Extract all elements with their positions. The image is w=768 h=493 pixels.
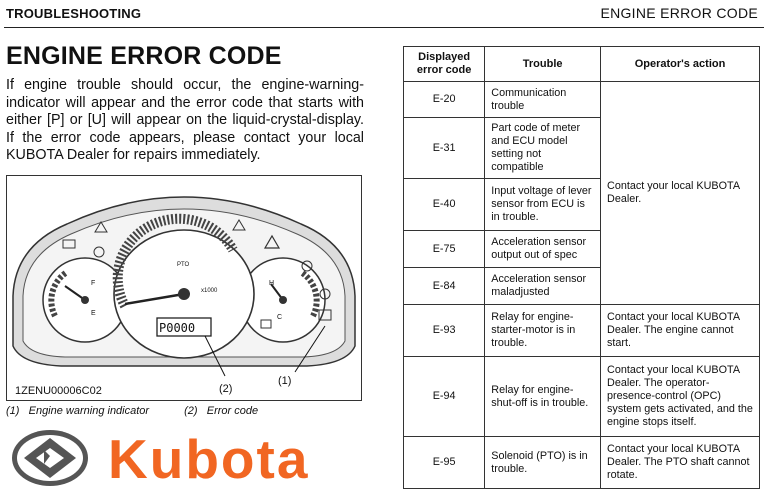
header-chapter-label: ENGINE ERROR CODE (600, 5, 758, 21)
figure-code: 1ZENU00006C02 (15, 385, 102, 397)
header-displayed-code: Displayed error code (404, 47, 485, 82)
action-cell: Contact your local KUBOTA Dealer. The engine cannot start. (601, 305, 760, 357)
intro-paragraph: If engine trouble should occur, the engine-warning-indicator will appear and the error code that starts with either [P] or [U] will appear on the liquid-crystal-display. If the error code appears, please contact your local KUBOTA Dealer for repairs immediately. (6, 77, 364, 164)
callout-error-code: (2) (219, 383, 233, 395)
table-row (404, 357, 760, 437)
kubota-logo (10, 428, 310, 488)
trouble-cell: Input voltage of lever sensor from ECU is in trouble. (485, 179, 601, 231)
temp-h-label: H (269, 280, 275, 287)
trouble-cell: Communication trouble (485, 82, 601, 118)
trouble-cell: Solenoid (PTO) is in trouble. (485, 437, 601, 489)
temp-c-label: C (277, 314, 283, 321)
fuel-f-label: F (91, 280, 96, 287)
error-code-cell: E-84 (404, 268, 485, 305)
trouble-cell: Relay for engine-starter-motor is in trouble. (485, 305, 601, 357)
figure-caption (6, 405, 290, 417)
callout-warning-indicator: (1) (278, 375, 292, 387)
table-header-row (404, 47, 760, 82)
trouble-cell: Relay for engine-shut-off is in trouble. (485, 357, 601, 437)
error-code-cell: E-20 (404, 82, 485, 118)
fuel-e-label: E (91, 310, 96, 317)
error-code-cell: E-31 (404, 118, 485, 179)
pto-label: PTO (177, 262, 190, 268)
trouble-cell: Acceleration sensor maladjusted (485, 268, 601, 305)
error-code-table (403, 46, 760, 489)
caption-error-code: (2) Error code (184, 405, 259, 417)
table-row (404, 437, 760, 489)
instrument-panel-figure (6, 175, 362, 401)
lcd-error-code: P0000 (159, 321, 196, 335)
header-trouble: Trouble (485, 47, 601, 82)
error-code-cell: E-75 (404, 231, 485, 268)
action-cell-merged: Contact your local KUBOTA Dealer. (601, 82, 760, 305)
header-operator-action: Operator's action (601, 47, 760, 82)
kubota-emblem-icon (10, 428, 90, 488)
action-cell: Contact your local KUBOTA Dealer. The operator-presence-control (OPC) system gets activated, and the engine stops itself. (601, 357, 760, 437)
trouble-cell: Part code of meter and ECU model setting not compatible (485, 118, 601, 179)
action-cell: Contact your local KUBOTA Dealer. The PTO shaft cannot rotate. (601, 437, 760, 489)
table-row (404, 82, 760, 118)
error-code-cell: E-94 (404, 357, 485, 437)
tach-unit-label: x1000 (201, 288, 218, 294)
error-code-cell: E-93 (404, 305, 485, 357)
table-row (404, 305, 760, 357)
instrument-panel-illustration (7, 176, 361, 400)
trouble-cell: Acceleration sensor output out of spec (485, 231, 601, 268)
error-code-cell: E-95 (404, 437, 485, 489)
header-section-label: TROUBLESHOOTING (6, 6, 142, 21)
caption-warning-indicator: (1) Engine warning indicator (6, 405, 150, 417)
error-code-cell: E-40 (404, 179, 485, 231)
page-title: ENGINE ERROR CODE (6, 42, 282, 70)
header-rule (4, 27, 764, 28)
kubota-wordmark: Kubota (108, 428, 310, 490)
